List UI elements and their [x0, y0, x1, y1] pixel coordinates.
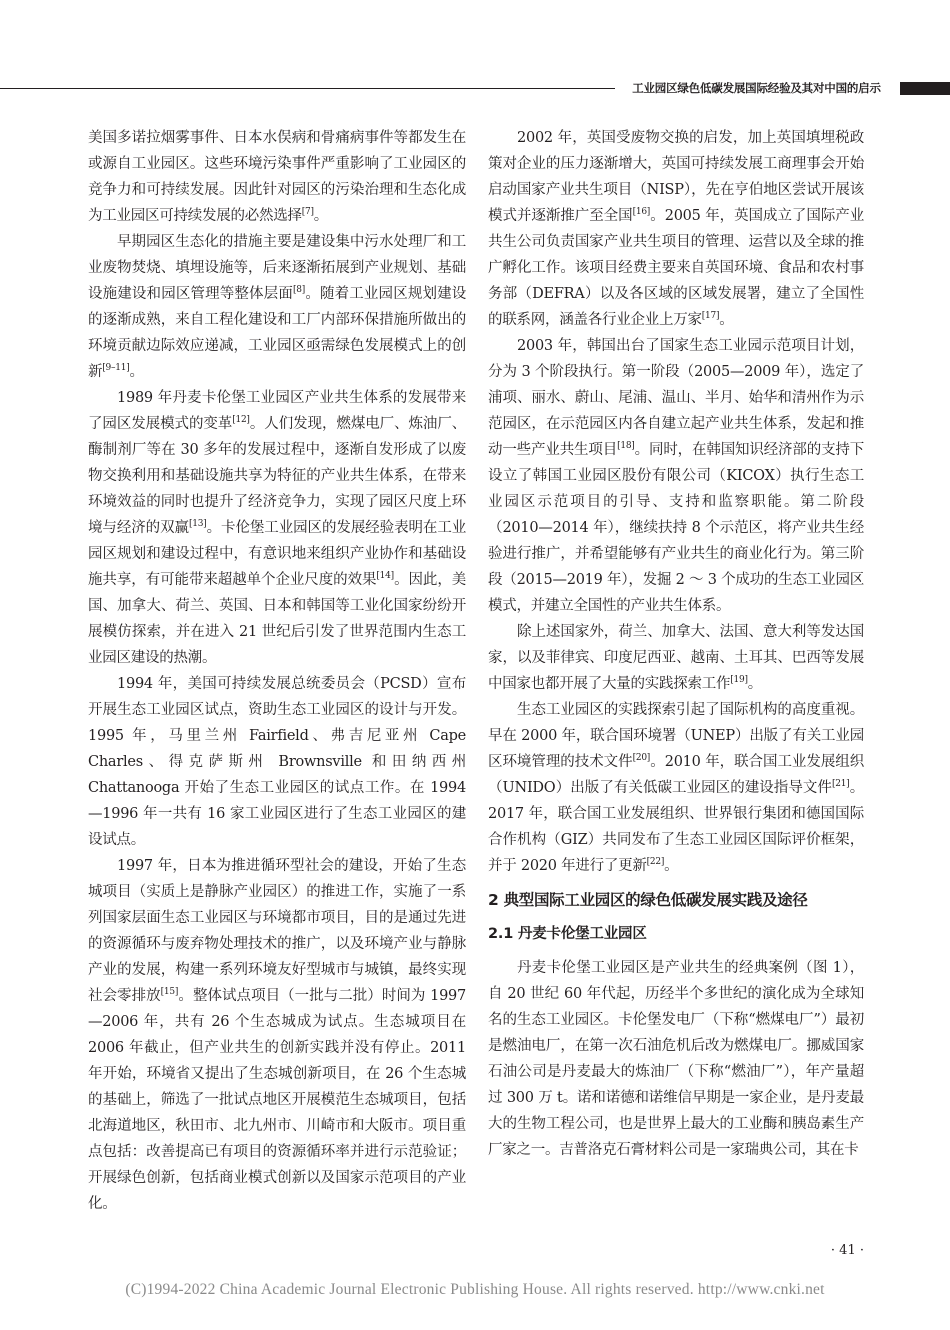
paragraph	[488, 955, 864, 1163]
paragraph	[88, 229, 466, 385]
text: 生态工业园区的实践探索引起了国际机构的高度重视。早在 2000 年，联合国环境署（UNEP）出版了有关工业园区环境管理的技术文件	[488, 702, 864, 770]
text: 。	[747, 676, 762, 692]
paragraph	[488, 125, 864, 333]
citation: [18]	[617, 441, 635, 451]
section-heading: 2 典型国际工业园区的绿色低碳发展实践及途径	[488, 891, 808, 909]
text: 。随着工业园区规划建设的逐渐成熟，来自工程化建设和工厂内部环保措施所做出的环境贡献边际效应递减，工业园区亟需绿色发展模式上的创新	[88, 286, 467, 380]
text: 。2017 年，联合国工业发展组织、世界银行集团和德国国际合作机构（GIZ）共同发布了生态工业园区国际评价框架，并于 2020 年进行了更新	[488, 780, 864, 874]
text: 。整体试点项目（一批与二批）时间为 1997—2006 年，共有 26 个生态城成为试点。生态城项目在 2006 年截止，但产业共生的创新实践并没有停止。2011 年开始，环境省又提出了生态城创新项目，在 26 个生态城的基础上，筛选了一批试点地区开展模范生态城项目，包括北海道地区，秋田市、北九州市、川崎市和大阪市。项目重点包括：改善提高已有项目的资源循环率并进行示范验证；开展绿色创新，包括商业模式创新以及国家示范项目的产业化。	[88, 988, 466, 1212]
citation: [17]	[701, 311, 720, 321]
page-number: · 41 ·	[830, 1243, 864, 1258]
text: 。因此，美国、加拿大、荷兰、英国、日本和韩国等工业化国家纷纷开展模仿探索，并在进入 21 世纪后引发了世界范围内生态工业园区建设的热潮。	[88, 572, 467, 666]
citation: [12]	[232, 415, 250, 425]
text: 。	[129, 364, 144, 380]
paragraph	[488, 697, 864, 879]
text: 。2010 年，联合国工业发展组织（UNIDO）出版了有关低碳工业园区的建设指导文件	[488, 754, 865, 796]
header-rule	[0, 88, 615, 89]
citation: [14]	[376, 571, 394, 581]
copyright-footer: (C)1994-2022 China Academic Journal Electronic Publishing House. All rights reserved. http://www.cnki.net	[125, 1281, 825, 1298]
citation: [7]	[301, 207, 314, 217]
paragraph	[88, 853, 466, 1217]
citation: [21]	[831, 779, 850, 789]
right-column	[488, 125, 864, 1163]
citation: [13]	[188, 519, 207, 529]
paragraph	[88, 385, 466, 671]
text: 。2005 年，英国成立了国际产业共生公司负责国家产业共生项目的管理、运营以及全球的推广孵化工作。该项目经费主要来自英国环境、食品和农村事务部（DEFRA）以及各区域的区域发展署，建立了全国性的联系网，涵盖各行业企业上万家	[488, 208, 865, 328]
paragraph	[488, 333, 864, 619]
left-column	[88, 125, 466, 1217]
text: 1997 年，日本为推进循环型社会的建设，开始了生态城项目（实质上是静脉产业园区）的推进工作，实施了一系列国家层面生态工业园区与环境都市项目，目的是通过先进的资源循环与废弃物处理技术的推广，以及环境产业与静脉产业的发展，构建一系列环境友好型城市与城镇，最终实现社会零排放	[88, 858, 466, 1004]
text: 1989 年丹麦卡伦堡工业园区产业共生体系的发展带来了园区发展模式的变革	[88, 390, 466, 432]
citation: [22]	[646, 857, 665, 867]
text: 美国多诺拉烟雾事件、日本水俣病和骨痛病事件等都发生在或源自工业园区。这些环境污染事件严重影响了工业园区的竞争力和可持续发展。因此针对园区的污染治理和生态化成为工业园区可持续发展的必然选择	[88, 130, 466, 224]
citation: [8]	[292, 285, 305, 295]
text: 。人们发现，燃煤电厂、炼油厂、酶制剂厂等在 30 多年的发展过程中，逐渐自发形成了以废物交换利用和基础设施共享为特征的产业共生体系，在带来环境效益的同时也提升了经济竞争力，实现了园区尺度上环境与经济的双赢	[88, 416, 467, 536]
text: 。	[313, 208, 328, 224]
paragraph	[488, 619, 864, 697]
text: 。卡伦堡工业园区的发展经验表明在工业园区规划和建设过程中，有意识地来组织产业协作和基础设施共享，有可能带来超越单个企业尺度的效果	[88, 520, 467, 588]
text: 丹麦卡伦堡工业园区是产业共生的经典案例（图 1），自 20 世纪 60 年代起，历经半个多世纪的演化成为全球知名的生态工业园区。卡伦堡发电厂（下称“燃煤电厂”）最初是燃油电厂，在第一次石油危机后改为燃煤电厂。挪威国家石油公司是丹麦最大的炼油厂（下称“燃油厂”），年产量超过 300 万 t。诺和诺德和诺维信早期是一家企业，是丹麦最大的生物工程公司，也是世界上最大的工业酶和胰岛素生产厂家之一。吉普洛克石膏材料公司是一家瑞典公司，其在卡	[488, 960, 864, 1158]
subsection-heading: 2.1 丹麦卡伦堡工业园区	[488, 926, 647, 942]
text: 。同时，在韩国知识经济部的支持下设立了韩国工业园区股份有限公司（KICOX）执行生态工业园区示范项目的引导、支持和监察职能。第二阶段（2010—2014 年），继续扶持 8 个示范区，将产业共生经验进行推广，并希望能够有产业共生的商业化行为。第三阶段（2015—2019 年），发掘 2 ～ 3 个成功的生态工业园区模式，并建立全国性的产业共生体系。	[488, 442, 865, 614]
text: 早期园区生态化的措施主要是建设集中污水处理厂和工业废物焚烧、填埋设施等，后来逐渐拓展到产业规划、基础设施建设和园区管理等整体层面	[88, 234, 466, 302]
text: 2002 年，英国受废物交换的启发，加上英国填埋税政策对企业的压力逐渐增大，英国可持续发展工商理事会开始启动国家产业共生项目（NISP），先在亨伯地区尝试开展该模式并逐渐推广至全国	[488, 130, 864, 224]
citation: [19]	[730, 675, 748, 685]
running-header-title: 工业园区绿色低碳发展国际经验及其对中国的启示	[632, 81, 881, 95]
text: 除上述国家外，荷兰、加拿大、法国、意大利等发达国家，以及菲律宾、印度尼西亚、越南、土耳其、巴西等发展中国家也都开展了大量的实践探索工作	[488, 624, 864, 692]
citation: [15]	[160, 987, 179, 997]
citation: [20]	[632, 753, 651, 763]
header-block	[900, 82, 950, 95]
text: 。	[664, 858, 679, 874]
citation: [9–11]	[102, 363, 130, 373]
text: 2003 年，韩国出台了国家生态工业园示范项目计划，分为 3 个阶段执行。第一阶段（2005—2009 年），选定了浦项、丽水、蔚山、尾浦、温山、半月、始华和清州作为示范园区，在示范园区内各自建立起产业共生体系，发起和推动一些产业共生项目	[488, 338, 864, 458]
citation: [16]	[632, 207, 651, 217]
paragraph	[88, 125, 466, 229]
text: 。	[719, 312, 734, 328]
text: 1994 年，美国可持续发展总统委员会（PCSD）宣布开展生态工业园区试点，资助生态工业园区的设计与开发。1995 年，马里兰州 Fairfield、弗吉尼亚州 Cape Charles、得克萨斯州 Brownsville 和田纳西州 Chattanooga 开始了生态工业园区的试点工作。在 1994—1996 年一共有 16 家工业园区进行了生态工业园区的建设试点。	[88, 676, 466, 848]
paragraph	[88, 671, 466, 853]
